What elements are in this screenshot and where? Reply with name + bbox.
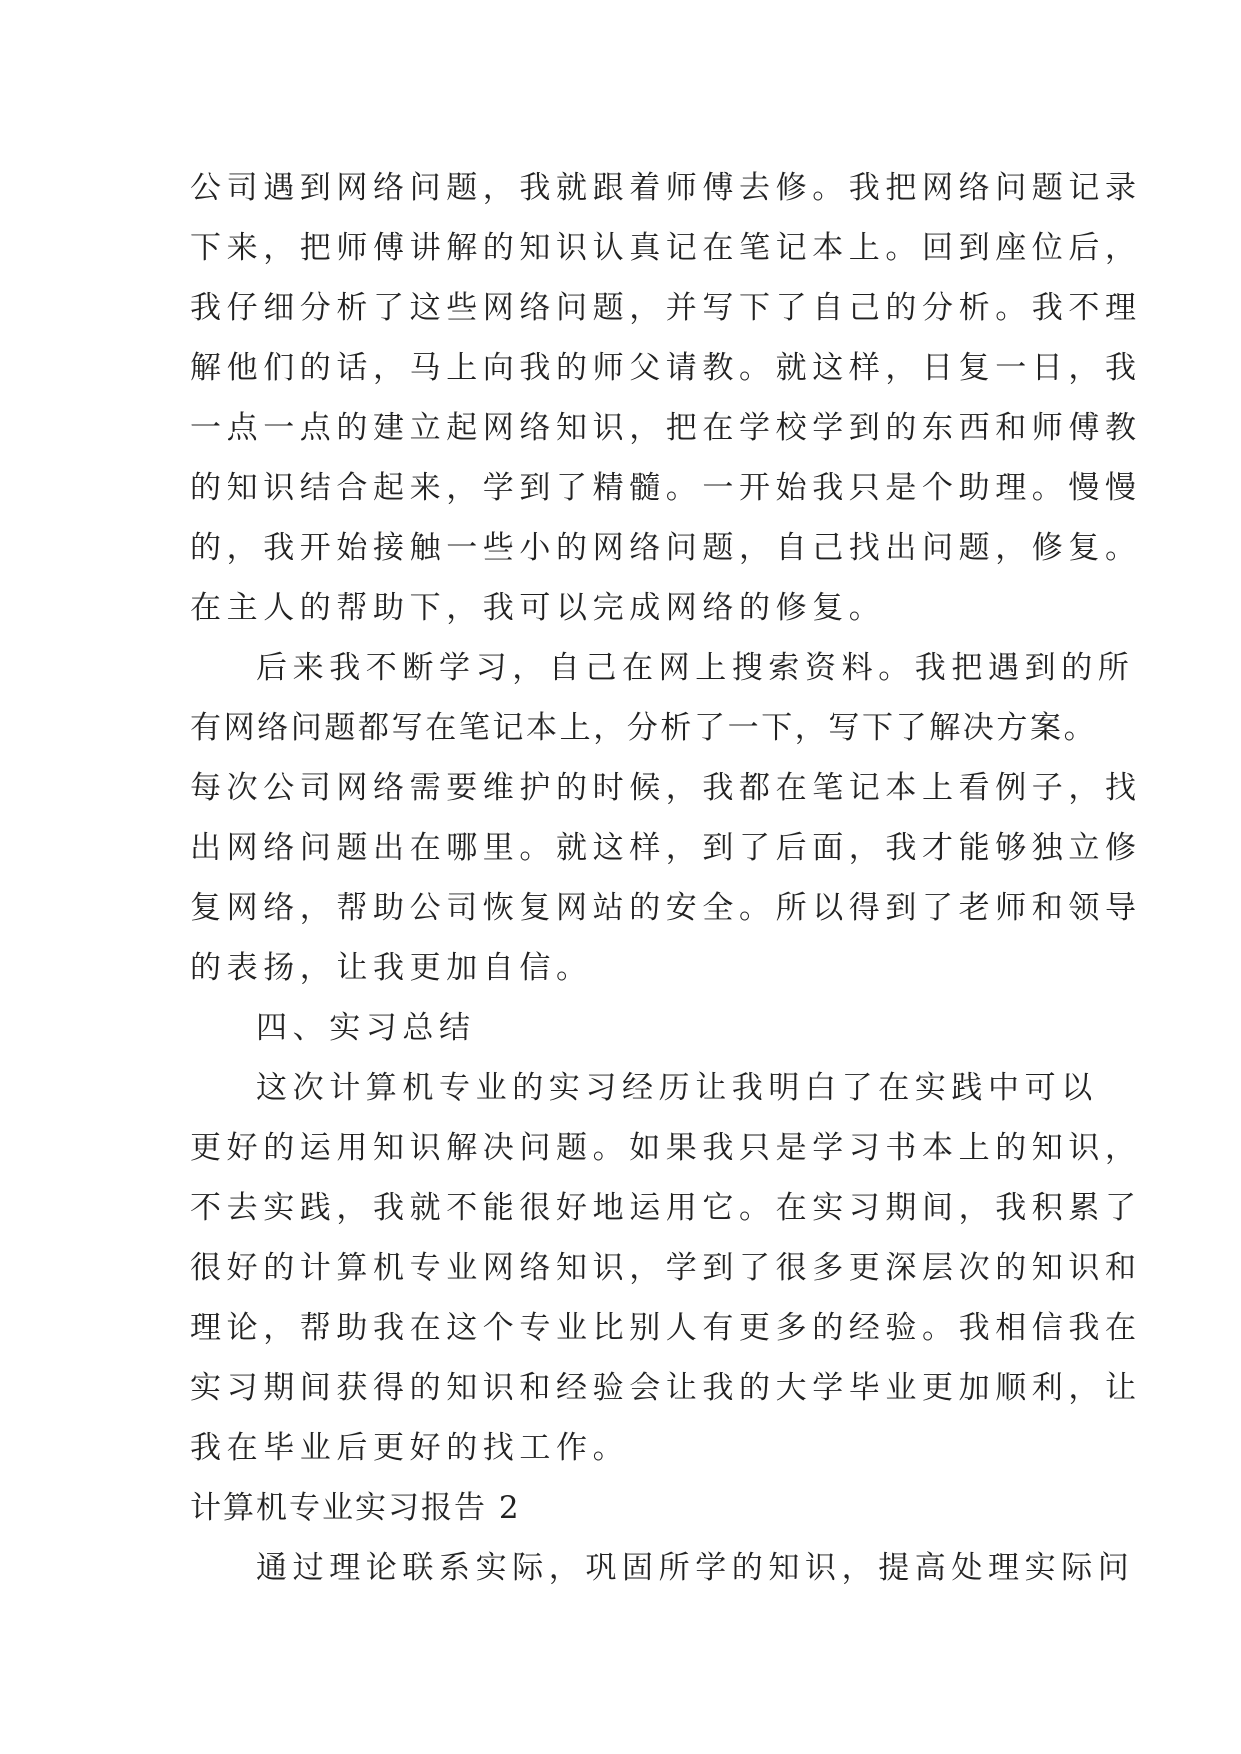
paragraph-line: 我仔细分析了这些网络问题，并写下了自己的分析。我不理 bbox=[190, 290, 1142, 326]
section-heading: 四、实习总结 bbox=[256, 1010, 476, 1046]
paragraph-line: 的表扬，让我更加自信。 bbox=[190, 950, 593, 986]
paragraph-line: 我在毕业后更好的找工作。 bbox=[190, 1430, 630, 1466]
paragraph-line: 实习期间获得的知识和经验会让我的大学毕业更加顺利，让 bbox=[190, 1370, 1142, 1406]
paragraph-line: 一点一点的建立起网络知识，把在学校学到的东西和师傅教 bbox=[190, 410, 1142, 446]
paragraph-line: 很好的计算机专业网络知识，学到了很多更深层次的知识和 bbox=[190, 1250, 1142, 1286]
paragraph-first-line: 后来我不断学习，自己在网上搜索资料。我把遇到的所 bbox=[256, 650, 1135, 686]
paragraph-line: 有网络问题都写在笔记本上，分析了一下，写下了解决方案。 bbox=[190, 710, 1098, 746]
paragraph-line: 出网络问题出在哪里。就这样，到了后面，我才能够独立修 bbox=[190, 830, 1142, 866]
paragraph-line: 不去实践，我就不能很好地运用它。在实习期间，我积累了 bbox=[190, 1190, 1142, 1226]
paragraph-line: 理论，帮助我在这个专业比别人有更多的经验。我相信我在 bbox=[190, 1310, 1142, 1346]
report-title: 计算机专业实习报告 2 bbox=[190, 1490, 521, 1526]
document-body bbox=[190, 158, 1142, 1598]
paragraph-first-line: 通过理论联系实际，巩固所学的知识，提高处理实际问 bbox=[256, 1550, 1135, 1586]
paragraph-line: 解他们的话，马上向我的师父请教。就这样，日复一日，我 bbox=[190, 350, 1142, 386]
paragraph-line: 的，我开始接触一些小的网络问题，自己找出问题，修复。 bbox=[190, 530, 1142, 566]
paragraph-line: 更好的运用知识解决问题。如果我只是学习书本上的知识， bbox=[190, 1130, 1142, 1166]
paragraph-line: 每次公司网络需要维护的时候，我都在笔记本上看例子，找 bbox=[190, 770, 1142, 806]
paragraph-line: 复网络，帮助公司恢复网站的安全。所以得到了老师和领导 bbox=[190, 890, 1142, 926]
paragraph-first-line: 这次计算机专业的实习经历让我明白了在实践中可以 bbox=[256, 1070, 1098, 1106]
paragraph-line: 公司遇到网络问题，我就跟着师傅去修。我把网络问题记录 bbox=[190, 170, 1142, 206]
paragraph-line: 的知识结合起来，学到了精髓。一开始我只是个助理。慢慢 bbox=[190, 470, 1142, 506]
paragraph-line: 在主人的帮助下，我可以完成网络的修复。 bbox=[190, 590, 886, 626]
paragraph-line: 下来，把师傅讲解的知识认真记在笔记本上。回到座位后， bbox=[190, 230, 1142, 266]
